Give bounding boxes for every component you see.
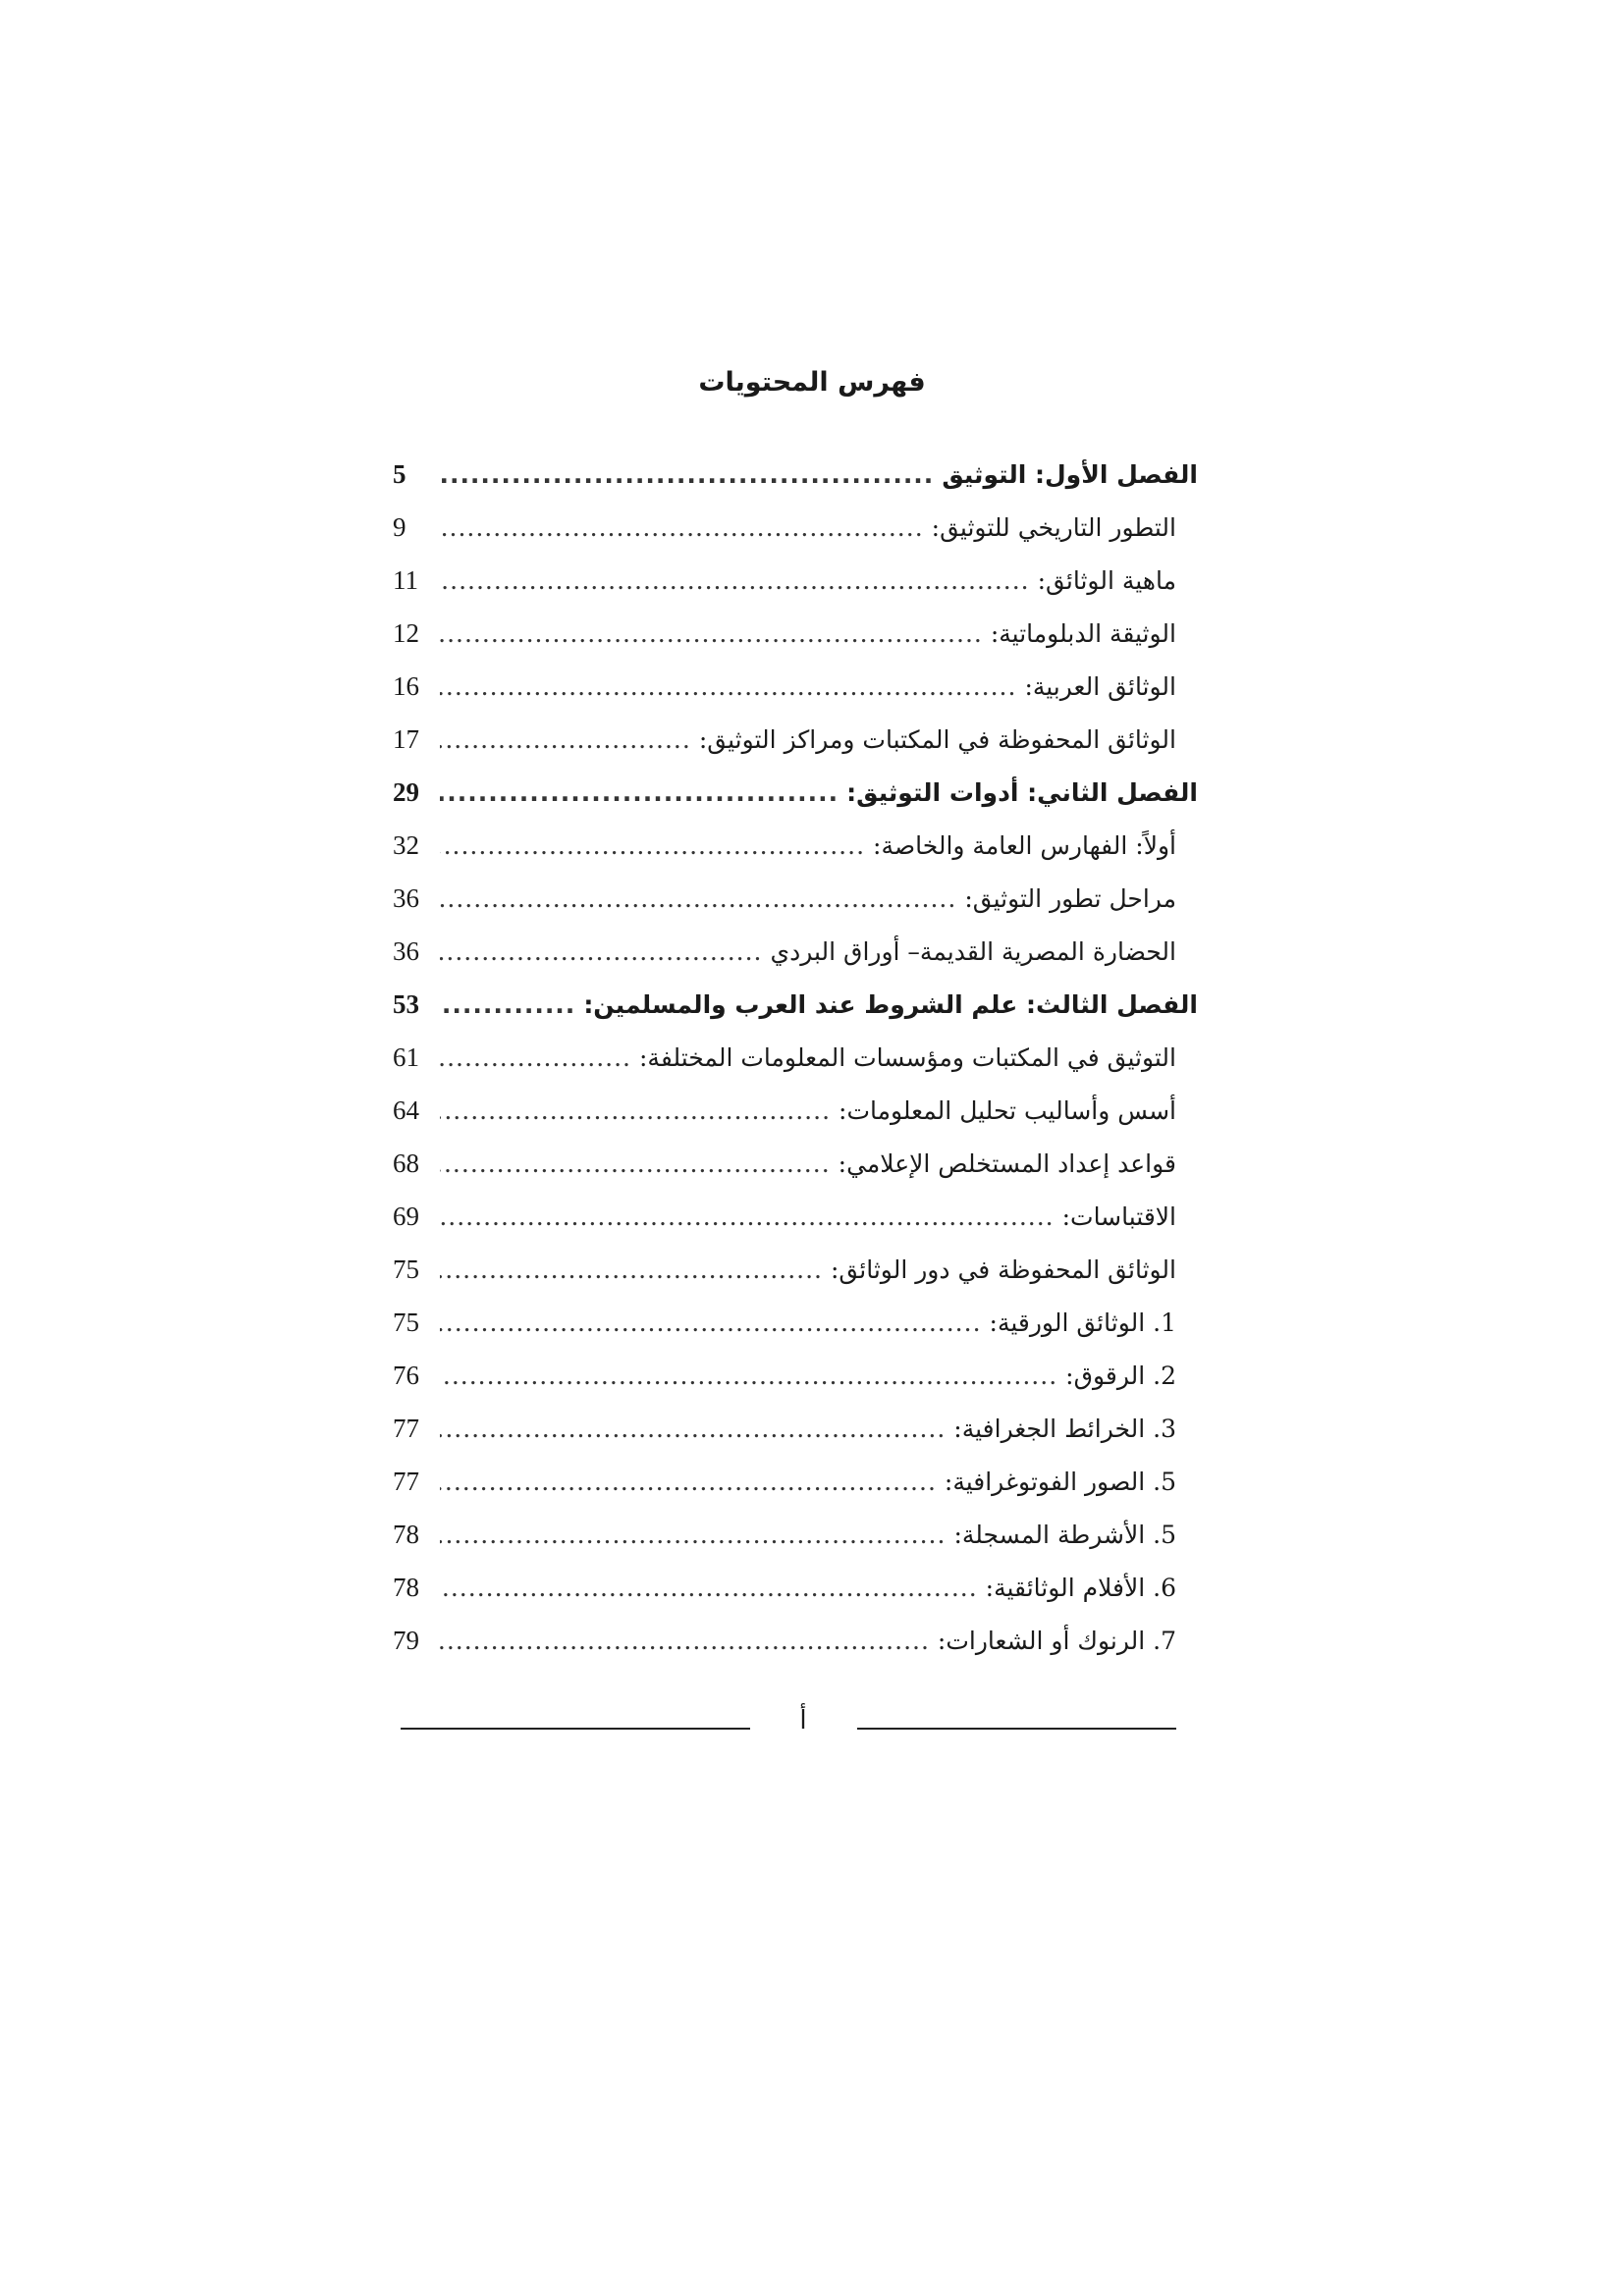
toc-entry — [393, 713, 1198, 766]
toc-dot-leader — [440, 1297, 982, 1350]
toc-entry — [393, 766, 1198, 819]
toc-dot-leader — [440, 1191, 1055, 1244]
toc-entry-page: 75 — [393, 1308, 419, 1337]
toc-entry — [393, 1402, 1198, 1455]
toc-entry — [393, 1084, 1198, 1137]
toc-entry-label: 5. الصور الفوتوغرافية: — [944, 1468, 1176, 1496]
toc-entry — [393, 1455, 1198, 1508]
toc-entry-label: أسس وأساليب تحليل المعلومات: — [839, 1096, 1176, 1125]
toc-dot-leader — [440, 1562, 978, 1615]
toc-entry-page: 77 — [393, 1414, 419, 1443]
toc-dot-leader — [440, 926, 763, 979]
toc-dot-leader — [440, 555, 1030, 608]
toc-dot-leader — [440, 608, 983, 661]
page-title: فهرس المحتويات — [698, 367, 926, 398]
toc-dot-leader — [440, 979, 575, 1032]
toc-entry-page: 53 — [393, 989, 419, 1019]
toc-entry — [393, 925, 1198, 978]
toc-entry-label: 5. الأشرطة المسجلة: — [953, 1521, 1176, 1549]
toc-entry-label: الوثيقة الدبلوماتية: — [990, 619, 1176, 648]
toc-dot-leader — [440, 449, 934, 502]
toc-dot-leader — [440, 714, 691, 767]
toc-dot-leader — [440, 502, 924, 555]
toc-entry — [393, 660, 1198, 713]
toc-entry-label: 1. الوثائق الورقية: — [989, 1308, 1176, 1337]
footer-rule-right — [857, 1728, 1176, 1730]
toc-entry — [393, 819, 1198, 872]
toc-dot-leader — [440, 1403, 946, 1456]
toc-entry-label: 7. الرنوك أو الشعارات: — [937, 1627, 1176, 1655]
toc-entry-label: الفصل الأول: التوثيق — [942, 460, 1198, 489]
toc-entry-page: 17 — [393, 724, 419, 754]
toc-entry-page: 61 — [393, 1042, 419, 1072]
toc-entry-label: 3. الخرائط الجغرافية: — [953, 1415, 1176, 1443]
toc-dot-leader — [440, 767, 839, 820]
toc-entry-page: 64 — [393, 1095, 419, 1125]
toc-entry-label: التوثيق في المكتبات ومؤسسات المعلومات المختلفة: — [639, 1043, 1176, 1072]
toc-entry — [393, 1349, 1198, 1402]
toc-dot-leader — [440, 873, 956, 926]
toc-entry-page: 79 — [393, 1626, 419, 1655]
toc-entry — [393, 1561, 1198, 1614]
toc-entry-page: 12 — [393, 618, 419, 648]
toc-entry-label: التطور التاريخي للتوثيق: — [931, 513, 1176, 542]
toc-entry-page: 76 — [393, 1361, 419, 1390]
toc-entry-page: 77 — [393, 1467, 419, 1496]
toc-entry-label: الفصل الثالث: علم الشروط عند العرب والمسلمين: — [583, 990, 1198, 1019]
toc-entry-page: 5 — [393, 459, 406, 489]
toc-entry — [393, 1031, 1198, 1084]
toc-entry-label: الحضارة المصرية القديمة– أوراق البردي — [770, 937, 1176, 966]
toc-entry-page: 36 — [393, 883, 419, 913]
toc-entry — [393, 554, 1198, 607]
toc-dot-leader — [440, 1032, 631, 1085]
toc-entry-page: 68 — [393, 1148, 419, 1178]
toc-entry — [393, 501, 1198, 554]
toc-entry — [393, 1614, 1198, 1667]
toc-entry-label: الاقتباسات: — [1061, 1202, 1176, 1231]
toc-entry — [393, 872, 1198, 925]
toc-entry — [393, 1508, 1198, 1561]
footer-page-number: أ — [799, 1706, 807, 1735]
toc-entry-label: قواعد إعداد المستخلص الإعلامي: — [838, 1149, 1176, 1178]
toc-dot-leader — [440, 1244, 823, 1297]
toc-entry — [393, 1243, 1198, 1296]
toc-entry-label: 2. الرقوق: — [1065, 1362, 1176, 1390]
toc-dot-leader — [440, 1138, 831, 1191]
toc-entry — [393, 978, 1198, 1031]
toc-entry-page: 36 — [393, 936, 419, 966]
toc-entry-label: الفصل الثاني: أدوات التوثيق: — [846, 778, 1198, 807]
toc-dot-leader — [440, 1615, 930, 1668]
toc-entry — [393, 1296, 1198, 1349]
toc-entry-page: 78 — [393, 1520, 419, 1549]
toc-entry-page: 9 — [393, 512, 406, 542]
toc-entry-label: ماهية الوثائق: — [1037, 566, 1176, 595]
footer-rule-left — [401, 1728, 750, 1730]
toc-entry-label: 6. الأفلام الوثائقية: — [985, 1574, 1176, 1602]
toc-entry-page: 16 — [393, 671, 419, 701]
page-footer — [401, 1706, 1176, 1741]
toc-dot-leader — [440, 820, 865, 873]
toc-entry-page: 32 — [393, 830, 419, 860]
toc-entry-page: 69 — [393, 1201, 419, 1231]
toc-entry-page: 75 — [393, 1255, 419, 1284]
toc-entry-label: الوثائق المحفوظة في دور الوثائق: — [830, 1255, 1176, 1284]
toc-dot-leader — [440, 1085, 831, 1138]
toc-dot-leader — [440, 1350, 1057, 1403]
toc-dot-leader — [440, 1456, 937, 1509]
toc-entry — [393, 448, 1198, 501]
toc-entry — [393, 1190, 1198, 1243]
toc-entry-page: 29 — [393, 777, 419, 807]
toc-dot-leader — [440, 1509, 946, 1562]
toc-entry — [393, 607, 1198, 660]
toc-dot-leader — [440, 661, 1016, 714]
table-of-contents — [393, 448, 1198, 1667]
toc-entry-label: الوثائق المحفوظة في المكتبات ومراكز التوثيق: — [698, 725, 1176, 754]
toc-entry-label: أولاً: الفهارس العامة والخاصة: — [873, 831, 1176, 860]
toc-entry-label: مراحل تطور التوثيق: — [964, 884, 1176, 913]
toc-entry-page: 11 — [393, 565, 418, 595]
toc-entry-page: 78 — [393, 1573, 419, 1602]
toc-entry — [393, 1137, 1198, 1190]
toc-entry-label: الوثائق العربية: — [1024, 672, 1176, 701]
